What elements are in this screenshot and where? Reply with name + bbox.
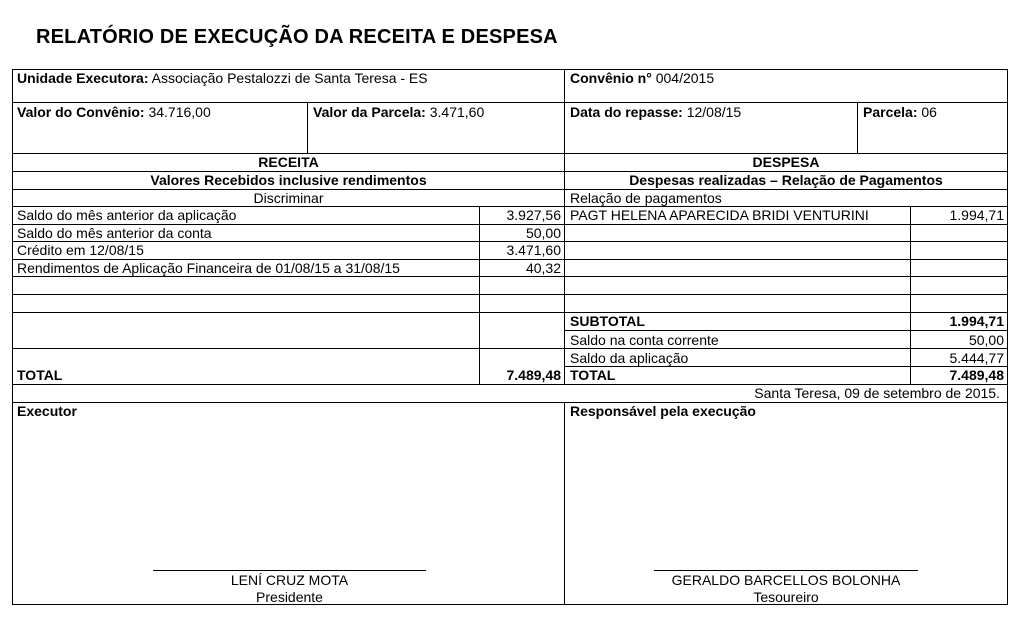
signature-line-responsavel [654, 570, 918, 571]
responsavel-label: Responsável pela execução [570, 403, 756, 419]
signature-line-executor [153, 570, 426, 571]
valor-parcela [313, 104, 484, 120]
parcela-label: Parcela: [863, 104, 918, 120]
col-divider [857, 102, 858, 154]
frame-right [1007, 69, 1008, 605]
saldo-conta-label: Saldo na conta corrente [570, 332, 719, 348]
subtotal-value: 1.994,71 [949, 313, 1004, 329]
col-divider [307, 102, 308, 154]
receita-total-value: 7.489,48 [506, 367, 561, 383]
frame-left [12, 69, 13, 605]
receita-row-label: Crédito em 12/08/15 [17, 242, 144, 258]
rule [565, 330, 1008, 331]
receita-row-label: Saldo do mês anterior da conta [17, 225, 212, 241]
valor-convenio-value: 34.716,00 [148, 104, 211, 120]
valor-convenio [17, 104, 211, 120]
valor-parcela-label: Valor da Parcela: [313, 104, 426, 120]
parcela-value: 06 [921, 104, 937, 120]
convenio-label: Convênio n° [570, 70, 656, 86]
responsavel-role: Tesoureiro [753, 589, 819, 605]
saldo-conta-value: 50,00 [968, 332, 1004, 348]
parcela [863, 104, 937, 120]
rule [12, 276, 1008, 277]
executor-name: LENÍ CRUZ MOTA [230, 572, 349, 588]
subtotal-label: SUBTOTAL [570, 313, 645, 329]
rule [12, 402, 1008, 403]
receita-total-label: TOTAL [17, 367, 63, 383]
receita-row-value: 50,00 [525, 225, 561, 241]
unidade-label: Unidade Executora: [17, 70, 149, 86]
saldo-aplicacao-label: Saldo da aplicação [570, 350, 689, 366]
despesa-row-value: 1.994,71 [949, 207, 1004, 223]
col-divider-main [564, 402, 565, 605]
data-repasse-label: Data do repasse: [570, 104, 683, 120]
data-repasse-value: 12/08/15 [686, 104, 742, 120]
responsavel-name: GERALDO BARCELLOS BOLONHA [671, 572, 901, 588]
executor-role: Presidente [256, 589, 323, 605]
rule [12, 348, 1008, 349]
executor-label: Executor [17, 403, 77, 419]
col-divider-main [564, 69, 565, 385]
despesa-heading: DESPESA [752, 154, 820, 170]
place-date: Santa Teresa, 09 de setembro de 2015. [754, 385, 1000, 401]
convenio-numero [570, 70, 714, 86]
despesa-total-value: 7.489,48 [949, 367, 1004, 383]
receita-row-label: Rendimentos de Aplicação Financeira de 01/08/15 a 31/08/15 [17, 260, 400, 276]
despesa-row-label: PAGT HELENA APARECIDA BRIDI VENTURINI [570, 207, 869, 223]
despesa-column-header: Relação de pagamentos [570, 190, 722, 206]
receita-row-value: 40,32 [525, 260, 561, 276]
unidade-value: Associação Pestalozzi de Santa Teresa - ES [151, 70, 428, 86]
receita-subheading: Valores Recebidos inclusive rendimentos [150, 172, 427, 188]
valor-convenio-label: Valor do Convênio: [17, 104, 145, 120]
despesa-subheading: Despesas realizadas – Relação de Pagamentos [629, 172, 943, 188]
saldo-aplicacao-value: 5.444,77 [949, 350, 1004, 366]
receita-column-header: Discriminar [253, 190, 324, 206]
convenio-value: 004/2015 [655, 70, 715, 86]
receita-heading: RECEITA [258, 154, 319, 170]
valor-parcela-value: 3.471,60 [429, 104, 485, 120]
receita-row-label: Saldo do mês anterior da aplicação [17, 207, 237, 223]
rule [12, 312, 1008, 313]
despesa-total-label: TOTAL [570, 367, 616, 383]
data-repasse [570, 104, 741, 120]
report-title: RELATÓRIO DE EXECUÇÃO DA RECEITA E DESPESA [36, 26, 558, 48]
unidade-executora [17, 70, 428, 86]
receita-row-value: 3.927,56 [506, 207, 561, 223]
receita-row-value: 3.471,60 [506, 242, 561, 258]
rule [12, 294, 1008, 295]
rule [12, 102, 1008, 103]
